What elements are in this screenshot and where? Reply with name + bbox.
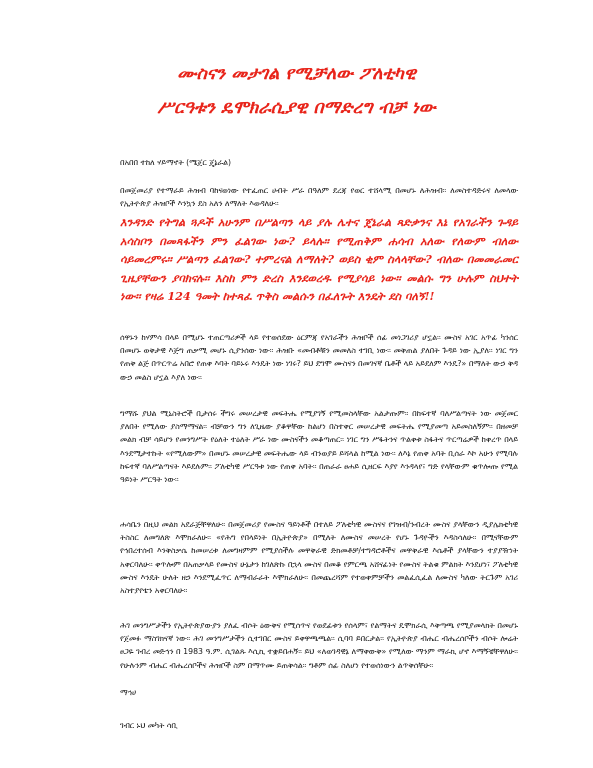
paragraph-4: ግማሹ ያህል ሚኒስትሮች ቢታሰሩ ችግሩ መሠረታዊ መፍትሔ የሚያገኝ የሚመስላቸው አልታጡም፡፡ በከፍተኛ ባለሥልጣናት ነው መጀመር ያለበት የሚለው ያስማማናል፡፡ ብቻውን ግን ለጊዜው ያቆዋቸው ከልሆነ በስተቀር መሠረታዊ መፍትሔ የሚያመጣ አይመስለኝም፡፡ በዘመቻ መልክ ብቻ ሳይሆን የመንግሥት የዕለት ተዕለት ሥራ ነው ሙስናችን መቆጣጠር፡፡ ነገር ግን ሥፋትንና ጥልቀቱ ስፋትና ጥርጣሬዎች ከቀረጥ በላይ እንደሚታተኩት «የሚለውም» በመሆኑ መሠረታዊ መፍትሔው ላይ ብንወያይ ይሻላል ከሚል ነው፡፡ ለእኔ የጠቀ አባት ቢሰራ እኮ አሁን የሚባሉ ከፍተኛ ባለሥልጣናት እይደሉም፡፡ ፖለቲካዊ ሥርዓቱ ነው የጠቀ አባት፡፡ በጠራራ ፀሐይ ሲዘርፍ እያየ እንዳላየ፣ ግድ የላቸውም ቁጥሎጡ የሚል ዓይነት ሥርዓት ነው፡፡	[120, 409, 518, 485]
paragraph-5: ሐሳቤን በዚህ መልክ አደራጅቸዋለሁ፡፡ በመጀመሪያ የሙስና ዓይነቶች በተለይ ፖለቲካዊ ሙስናና የገዝብ/ንብረት ሙስና ያላቸውን ዲያሌክቲካዊ ትስስር ለመግለጽ እሞክራለሁ፡፡ «የሕግ የበላይነት በኢትዮጵያ» በሚለት ለሙስና መሠረት የሆኑ ጉዳዮችን እዳስሳለሁ፡፡ በሚናቸውም የኅበረተሰብ እንቅስቃሴ ከመሠረቱ ለመግዛምም የሚያሰችሉ መዋቅራዊ ድክመቶቻ/ተግዳሮቶችና መዋቅራዊ እሴቶች ያላቸውን ተያያዥነት አቀርባለሁ፡፡ ቀጥሎም በአጠቃላይ የሙስና ሁኔታን ከገለጽኩ በኋላ ሙስና በመቆ የምርጫ አሸናፊነት የሙስና ትልቁ ምልክት እንደሆነ፣ ፖለቲካዊ ሙስና እንዴት ሁለት ዘኃ እንደሚፈጥር ለማብራራት እሞክራለሁ፡፡ በመጨረሻም የተወቀምቻችን መልፈሲፈል ለሙስና ካለው ትርጉም አገሪ አስተያየቴን አቀርባለሁ፡፡	[120, 520, 518, 596]
title-line-1: ሙስናን መታገል የሚቻለው ፖለቲካዊ	[177, 64, 416, 84]
closing-line-1: ማኅሀ	[120, 688, 137, 697]
author-line: በአበበ ተከለ ሃይማኖት (ሜጀር ጄኔራል)	[120, 158, 232, 167]
paragraph-intro: በመጀመሪያ የተማራይ ሕዝብ ባከናወነው የተፈጠር ሀብት ሥራ በዓለም ደረጃ የወር ተሸላሚ በመሆኑ ለሕዝብ፡፡ ለመስተዳድሩና ለመላው የኢትዮጵያ ሕዝቦች እንኳን ደስ አለን ለማለት እወዳለሁ፡፡	[120, 186, 518, 209]
paragraph-highlight: እንዳንድ የትግል ጓዶች አሁንም በሥልጣን ላይ ያሉ ሌተና ጄኔራል ጻድቃንና እኔ የአገራችን ጉዳይ አሳስቦን በመጻፋችን ምን ፈልገው ነው? ይላሉ፡፡ የሚጠቅም ሐሳብ አለው የለውም ብለው ሳይመረምሩ፡፡ ሥልጣን ፈልገው? ተምረናል ለማለት? ወይስ ቂም ስላላቸው? ብለው በመመራመር ጊዜያቸውን ያባክናሉ፡፡ እስከ ምን ድረስ እንደወረዱ የሚያሳይ ነው፡፡ መልሱ ግን ሁሉም ስህተት ነው፡፡ የዛሬ 124 ዓመት ከተጻፈ ጥቅስ መልሱን በፈለጉት እንዴት ደስ ባለኝ!!	[120, 215, 518, 304]
paragraph-3: ሰዋኑን ከሃምሳ በላይ በሚሆኑ ተጠርጣሪዎች ላይ የተወሰደው ዕርምጃ የአገራችን ሕዝቦች ሰፊ መነጋገሪያ ሆኗል፡፡ ሙስና አገር አጥፊ ካንሰር በመሆኑ ወቅታዊ እጅግ ጠቃሚ መሆኑ ሲያንሰው ነው፡፡ ሕዝቡ «መብቶቹን መመለስ ተገቢ ነው፡፡ መቅጠል ያለበት ጉዳይ ነው ኢያለ፡፡ ነገር ግን የጠቅ ልጅ በጥርጥሬ አበሮ የጠቀ እባት ባይኑሩ እንዴት ነው ነገሩ? ይህ ደግሞ ሙስናን በመገናኛ ቤቶች ላይ አይደለም እንዴ?» በማለት ውኃ ቅዳ ውኃ መልስ ሆኗል እያለ ነው፡፡	[120, 333, 518, 382]
paragraph-6: ሕገ መንግሥታችን የኢትዮጵያውያን ያለፈ ብሶት ዕውቅና የሚሰጥና የወደፊቱን የሰላም፣ የልማትና ዴሞክራሲ እቅጣጫ የሚያመላክት በመሆኑ የጀመፉ ማስገክናኛ ነው፡፡ ሕገ መንግሥታችን ሲተገበር ሙስና ይቀዋጫጫል፡፡ ሲባባ ይበርታል፡፡ የኢትዮጵያ ብሔር ብሔረሰቦችን ብሶት ሎሬት ፀጋዬ ገብረ መድኅን በ 1983 ዓ.ም. ሲገልጹ እሲኪ ተቋይበሐኝ፡፡ ይህ «ለወገዳዊኔ ለማቀውቅ» የሚለው ማንም ማራኪ ሆኖ እማኝቼቸዋለሁ፡፡ የሁሉንም ብሔር ብሔረሰቦችና ሕዝቦች ስም በማጥሙ ይጠቅሳል፡፡ ግቶም ሰፊ ስለሆነ የተወሰነውን ልጥቅሰቸሁ፡፡	[120, 621, 518, 670]
closing-line-2: ገብር ኑህ መካት ሳቢ	[120, 721, 178, 730]
title-line-2: ሥርዓቱን ዴሞክራሲያዊ በማድረግ ብቻ ነው	[157, 98, 436, 118]
